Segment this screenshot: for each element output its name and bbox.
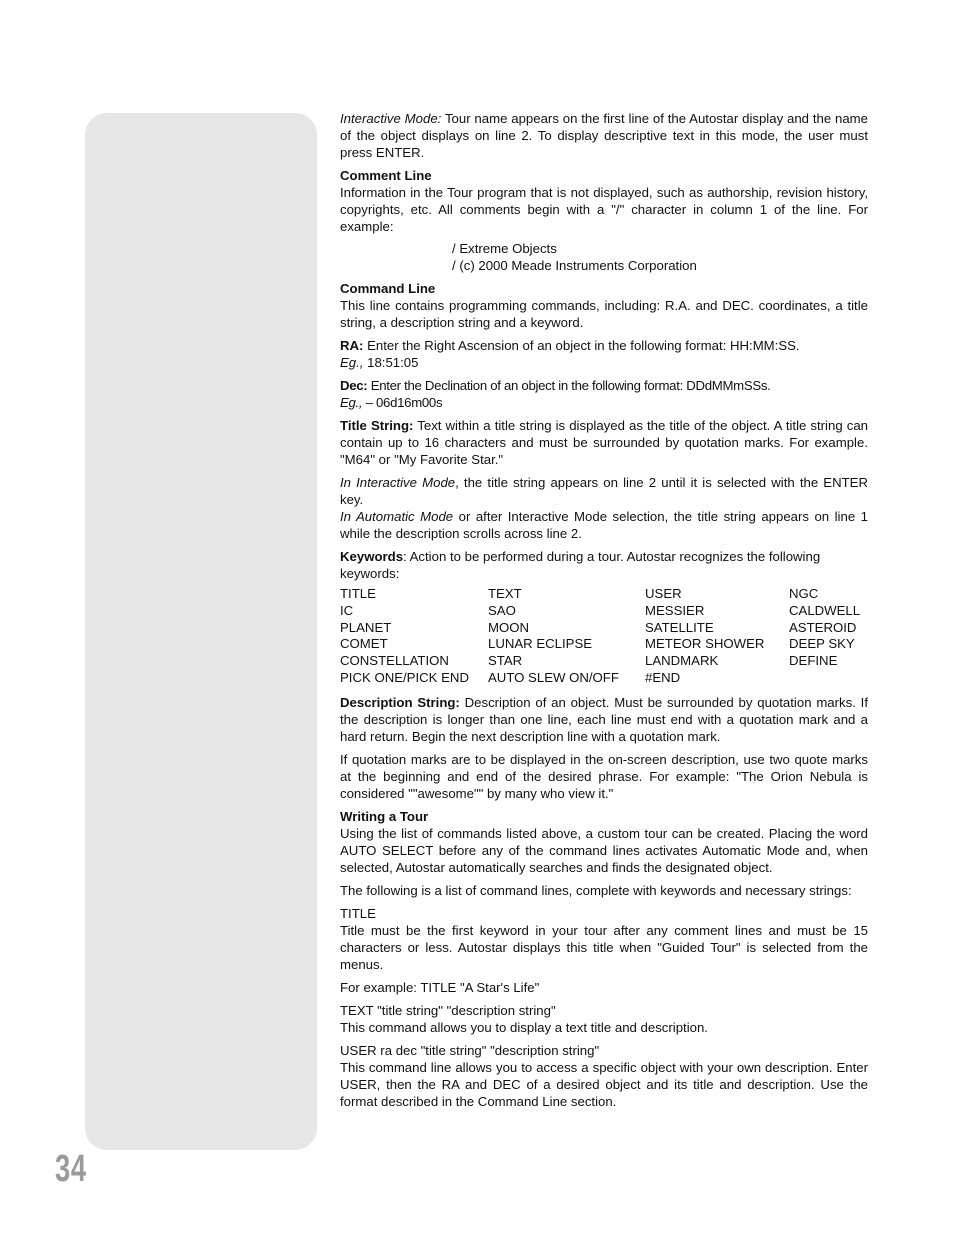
dec-eg-label: Eg., <box>340 395 363 410</box>
keywords-table <box>340 586 860 687</box>
keyword-cell <box>789 670 860 687</box>
interactive-mode-text: Tour name appears on the first line of the Autostar display and the name of the object displays on line 2. To display descriptive text in this mode, the user must press ENTER. <box>340 111 869 160</box>
keyword-cell: LANDMARK <box>645 653 719 669</box>
main-content <box>340 110 868 1116</box>
ra-eg-label: Eg., <box>340 355 364 370</box>
text-command-heading: TEXT "title string" "description string" <box>340 1002 556 1018</box>
user-command-section <box>340 1042 868 1110</box>
keyword-cell: STAR <box>488 653 523 669</box>
ra-label: RA: <box>340 338 364 353</box>
comment-line-text: Information in the Tour program that is not displayed, such as authorship, revision history, copyrights, etc. All comments begin with a "/" character in column 1 of the line. For example: <box>340 185 868 234</box>
table-row <box>340 620 860 637</box>
writing-tour-text: Using the list of commands listed above, a custom tour can be created. Placing the word AUTO SELECT before any of the command lines activates Automatic Mode and, when selected, Autostar automatically searches and finds the designated object. <box>340 825 868 875</box>
keyword-cell: IC <box>340 602 354 618</box>
comment-line-heading: Comment Line <box>340 168 432 183</box>
comment-line-section <box>340 167 868 235</box>
command-line-section <box>340 280 868 331</box>
title-example-paragraph: For example: TITLE "A Star's Life" <box>340 979 540 995</box>
dec-paragraph <box>340 377 868 411</box>
automatic-note-text: or after Interactive Mode selection, the title string appears on line 1 while the description scrolls across line 2. <box>340 509 868 541</box>
mode-notes-paragraph <box>340 474 868 542</box>
keyword-cell: SAO <box>488 602 516 618</box>
interactive-note-label: In Interactive Mode <box>340 475 456 490</box>
keyword-cell: NGC <box>789 586 819 601</box>
command-line-text: This line contains programming commands, including: R.A. and DEC. coordinates, a title string, a description string and a keyword. <box>340 298 868 330</box>
ra-text: Enter the Right Ascension of an object in the following format: HH:MM:SS. <box>363 338 800 353</box>
title-string-text: Text within a title string is displayed as the title of the object. A title string can contain up to 16 characters and must be surrounded by quotation marks. For example. "M64" or "My Favorite Star." <box>340 418 868 467</box>
command-line-heading: Command Line <box>340 281 436 296</box>
keyword-cell: AUTO SLEW ON/OFF <box>488 669 619 685</box>
description-string-paragraph <box>340 694 868 745</box>
keyword-cell: DEEP SKY <box>789 636 855 652</box>
keyword-cell: CONSTELLATION <box>340 653 449 669</box>
keywords-label: Keywords <box>340 549 404 564</box>
page-number: 34 <box>55 1148 87 1190</box>
user-command-heading: USER ra dec "title string" "description string" <box>340 1042 600 1058</box>
title-string-paragraph <box>340 417 868 468</box>
title-command-section <box>340 905 868 973</box>
interactive-mode-label: Interactive Mode: <box>340 111 442 126</box>
text-command-text: This command allows you to display a text title and description. <box>340 1019 708 1035</box>
keywords-text: : Action to be performed during a tour. Autostar recognizes the following keywords: <box>340 549 821 581</box>
keyword-cell: USER <box>645 586 682 601</box>
comment-example: / Extreme Objects <box>452 241 557 256</box>
table-row <box>340 670 860 687</box>
ra-paragraph <box>340 337 868 371</box>
title-command-heading: TITLE <box>340 905 376 921</box>
automatic-note-label: In Automatic Mode <box>340 509 454 524</box>
keyword-cell: PLANET <box>340 619 392 635</box>
interactive-note-text: , the title string appears on line 2 until it is selected with the ENTER key. <box>340 475 869 507</box>
keyword-cell: LUNAR ECLIPSE <box>488 636 593 652</box>
dec-text: Enter the Declination of an object in the following format: DDdMMmSSs. <box>367 378 771 393</box>
table-row <box>340 636 860 653</box>
comment-example: / (c) 2000 Meade Instruments Corporation <box>452 257 697 273</box>
keyword-cell: TITLE <box>340 586 376 601</box>
writing-tour-section <box>340 808 868 876</box>
keyword-cell: SATELLITE <box>645 619 714 635</box>
keyword-cell: #END <box>645 669 681 685</box>
table-row <box>340 603 860 620</box>
keywords-paragraph <box>340 548 868 582</box>
title-string-label: Title String: <box>340 418 414 433</box>
title-command-text: Title must be the first keyword in your tour after any comment lines and must be 15 characters or less. Autostar displays this title when "Guided Tour" is selected from the menus. <box>340 922 868 972</box>
dec-label: Dec: <box>340 378 368 393</box>
keyword-cell: MOON <box>488 619 530 635</box>
keyword-cell: COMET <box>340 636 388 652</box>
ra-eg-value: 18:51:05 <box>363 355 419 370</box>
table-row <box>340 653 860 670</box>
keyword-cell: CALDWELL <box>789 602 861 618</box>
following-list-paragraph: The following is a list of command lines, complete with keywords and necessary strings: <box>340 882 852 898</box>
description-string-text: Description of an object. Must be surrounded by quotation marks. If the description is longer than one line, each line must end with a quotation mark and a hard return. Begin the next description line with a quotation mark. <box>340 694 868 744</box>
keyword-cell: DEFINE <box>789 653 838 669</box>
keyword-cell: PICK ONE/PICK END <box>340 669 469 685</box>
interactive-mode-paragraph <box>340 110 868 161</box>
table-row <box>340 586 860 603</box>
text-command-section <box>340 1002 868 1036</box>
keyword-cell: ASTEROID <box>789 619 857 635</box>
keyword-cell: MESSIER <box>645 602 705 618</box>
user-command-text: This command line allows you to access a specific object with your own description. Enter USER, then the RA and DEC of a desired object and its title and description. Use the format described in the Command Line section. <box>340 1059 868 1109</box>
description-string-label: Description String: <box>340 694 460 710</box>
sidebar-panel <box>85 113 317 1150</box>
keyword-cell: TEXT <box>488 586 522 601</box>
dec-eg-value: – 06d16m00s <box>362 395 443 410</box>
writing-tour-heading: Writing a Tour <box>340 808 429 824</box>
quotes-note-paragraph: If quotation marks are to be displayed in the on-screen description, use two quote marks at the beginning and end of the desired phrase. For example: "The Orion Nebula is considered ""awesome"" by many who view it." <box>340 751 868 801</box>
comment-examples <box>340 241 868 274</box>
keyword-cell: METEOR SHOWER <box>645 636 765 652</box>
